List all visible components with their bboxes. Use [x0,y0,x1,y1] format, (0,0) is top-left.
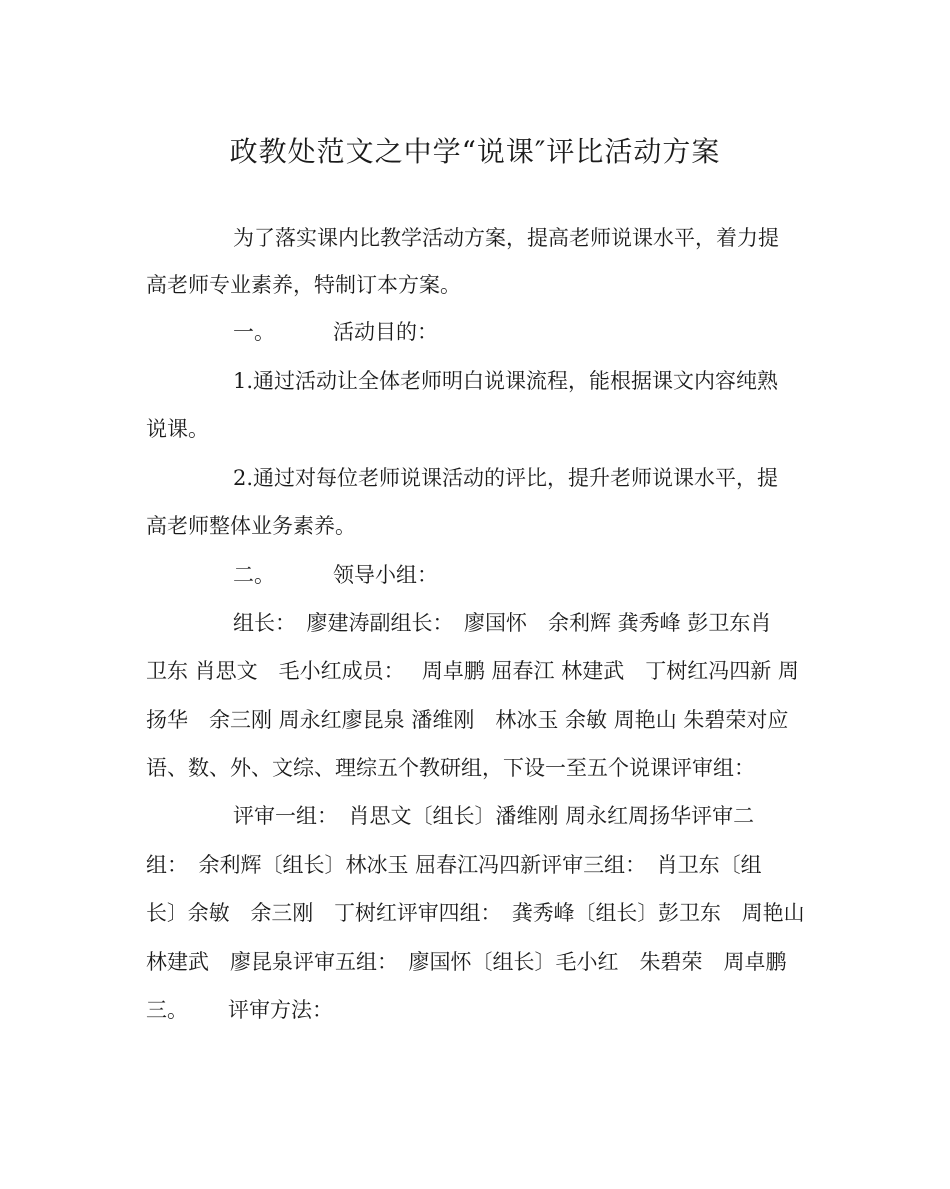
intro-line-1: 为了落实课内比教学活动方案，提高老师说课水平，着力提 [233,226,779,250]
leadership-line-2: 卫东 肖思文 毛小红成员： 周卓鹏 屈春江 林建武 丁树红冯四新 周 [146,659,799,683]
section-2-number: 二。 [233,563,275,587]
section-1-number: 一。 [233,320,275,344]
leadership-line-1: 组长： 廖建涛副组长： 廖国怀 余利辉 龚秀峰 彭卫东肖 [233,611,772,635]
item-2-line-1: 2.通过对每位老师说课活动的评比，提升老师说课水平，提 [233,466,779,490]
page-title: 政教处范文之中学“说课″评比活动方案 [229,135,721,168]
groups-line-3: 长〕余敏 余三刚 丁树红评审四组： 龚秀峰〔组长〕彭卫东 周艳山 [146,901,805,925]
item-1-line-1: 1.通过活动让全体老师明白说课流程，能根据课文内容纯熟 [233,369,779,393]
intro-line-2: 高老师专业素养，特制订本方案。 [146,273,461,297]
section-3-title: 评审方法： [228,998,333,1022]
item-2-line-2: 高老师整体业务素养。 [146,514,356,538]
leadership-line-3: 扬华 余三刚 周永红廖昆泉 潘维刚 林冰玉 余敏 周艳山 朱碧荣对应 [146,708,789,732]
groups-line-4: 林建武 廖昆泉评审五组： 廖国怀〔组长〕毛小红 朱碧荣 周卓鹏 [146,950,787,974]
section-3-number: 三。 [146,998,188,1022]
groups-line-1: 评审一组： 肖思文〔组长〕潘维刚 周永红周扬华评审二 [233,804,755,828]
section-1-heading [233,317,438,347]
groups-line-2: 组： 余利辉〔组长〕林冰玉 屈春江冯四新评审三组： 肖卫东〔组 [146,853,762,877]
leadership-line-4: 语、数、外、文综、理综五个教研组，下设一至五个说课评审组： [146,756,755,780]
section-2-heading [233,560,438,590]
section-2-title: 领导小组： [333,563,438,587]
section-3-heading [146,995,333,1025]
section-1-title: 活动目的： [333,320,438,344]
item-1-line-2: 说课。 [146,417,209,441]
